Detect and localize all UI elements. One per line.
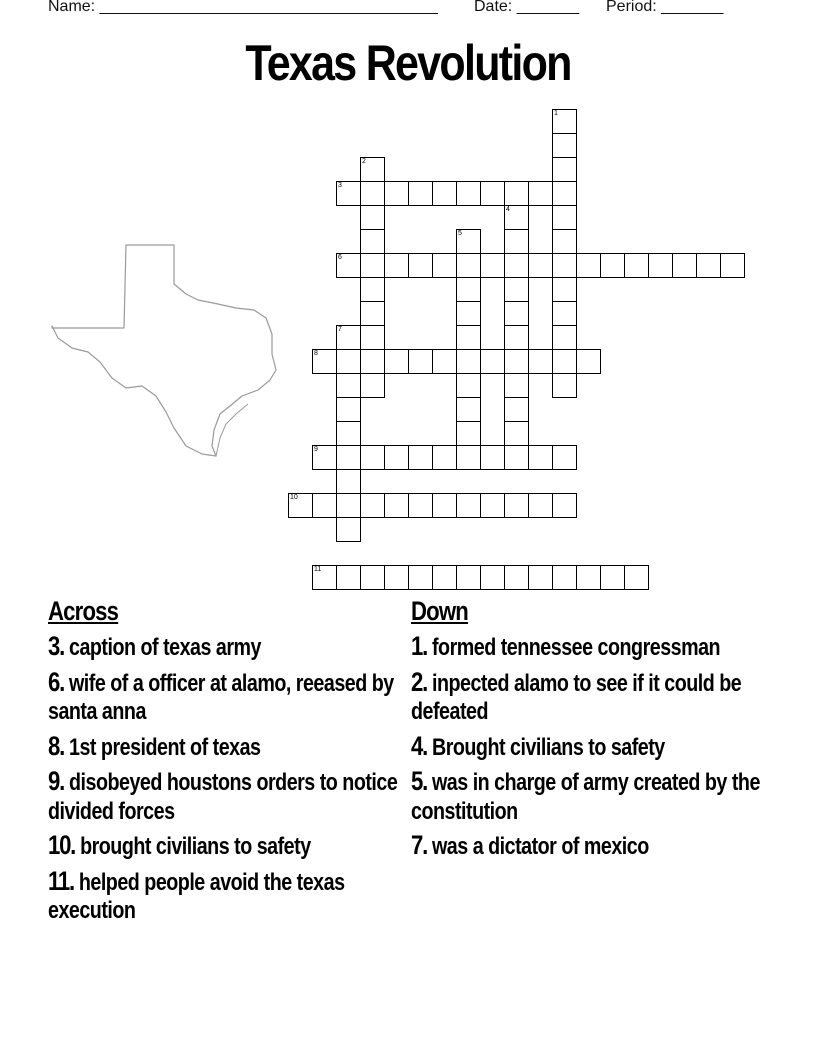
crossword-cell[interactable] <box>456 277 481 302</box>
crossword-cell[interactable] <box>432 445 457 470</box>
crossword-cell[interactable] <box>504 565 529 590</box>
crossword-cell[interactable] <box>600 565 625 590</box>
crossword-cell[interactable] <box>408 253 433 278</box>
crossword-cell[interactable] <box>336 397 361 422</box>
crossword-cell[interactable] <box>432 253 457 278</box>
crossword-cell[interactable] <box>504 349 529 374</box>
page-title: Texas Revolution <box>245 35 571 91</box>
crossword-cell[interactable] <box>504 373 529 398</box>
date-field[interactable]: Date: _______ <box>474 0 579 15</box>
crossword-cell[interactable] <box>336 445 361 470</box>
crossword-cell[interactable] <box>360 349 385 374</box>
clue-number: 2 <box>362 158 366 165</box>
crossword-cell[interactable] <box>360 445 385 470</box>
crossword-cell[interactable] <box>336 469 361 494</box>
crossword-cell[interactable] <box>576 349 601 374</box>
crossword-cell[interactable] <box>384 181 409 206</box>
crossword-cell[interactable] <box>312 493 337 518</box>
crossword-cell[interactable] <box>408 445 433 470</box>
crossword-cell[interactable] <box>504 421 529 446</box>
crossword-cell[interactable] <box>360 301 385 326</box>
crossword-cell[interactable] <box>336 565 361 590</box>
crossword-cell[interactable] <box>456 397 481 422</box>
crossword-cell[interactable] <box>552 349 577 374</box>
across-heading: Across <box>48 596 119 626</box>
crossword-cell[interactable] <box>552 205 577 230</box>
crossword-cell[interactable] <box>408 349 433 374</box>
crossword-cell[interactable] <box>504 493 529 518</box>
crossword-cell[interactable] <box>552 373 577 398</box>
crossword-cell[interactable] <box>480 565 505 590</box>
crossword-cell[interactable] <box>360 373 385 398</box>
crossword-cell[interactable] <box>552 157 577 182</box>
crossword-cell[interactable] <box>720 253 745 278</box>
crossword-cell[interactable] <box>576 253 601 278</box>
crossword-cell[interactable] <box>360 157 385 182</box>
crossword-cell[interactable] <box>528 565 553 590</box>
crossword-cell[interactable] <box>552 277 577 302</box>
clue-number: 3 <box>338 182 342 189</box>
crossword-cell[interactable] <box>432 493 457 518</box>
crossword-cell[interactable] <box>360 493 385 518</box>
crossword-cell[interactable] <box>384 349 409 374</box>
crossword-cell[interactable] <box>336 421 361 446</box>
crossword-cell[interactable] <box>312 349 337 374</box>
crossword-cell[interactable] <box>552 181 577 206</box>
clue-number: 4 <box>506 206 510 213</box>
crossword-cell[interactable] <box>312 445 337 470</box>
crossword-cell[interactable] <box>552 253 577 278</box>
crossword-cell[interactable] <box>336 373 361 398</box>
clue-number: 10 <box>290 494 298 501</box>
crossword-cell[interactable] <box>432 181 457 206</box>
crossword-cell[interactable] <box>360 205 385 230</box>
crossword-cell[interactable] <box>528 493 553 518</box>
clue-down: 1. formed tennessee congressman <box>411 631 721 661</box>
crossword-cell[interactable] <box>456 325 481 350</box>
texas-map-icon <box>40 238 290 463</box>
crossword-cell[interactable] <box>360 229 385 254</box>
crossword-cell[interactable] <box>552 445 577 470</box>
clue-number: 7 <box>338 326 342 333</box>
clue-number: 11 <box>314 566 322 573</box>
crossword-cell[interactable] <box>528 253 553 278</box>
clue-down: 5. was in charge of army created by the constitution <box>411 766 760 825</box>
crossword-cell[interactable] <box>552 325 577 350</box>
crossword-cell[interactable] <box>336 349 361 374</box>
down-clues <box>411 596 771 867</box>
name-field[interactable]: Name: ______________________________________ <box>48 0 438 15</box>
crossword-cell[interactable] <box>504 397 529 422</box>
clue-number: 9 <box>314 446 318 453</box>
crossword-cell[interactable] <box>504 325 529 350</box>
crossword-cell[interactable] <box>336 181 361 206</box>
crossword-cell[interactable] <box>480 253 505 278</box>
crossword-cell[interactable] <box>528 349 553 374</box>
crossword-cell[interactable] <box>360 253 385 278</box>
crossword-cell[interactable] <box>360 565 385 590</box>
crossword-cell[interactable] <box>552 109 577 134</box>
crossword-cell[interactable] <box>288 493 313 518</box>
clue-across: 11. helped people avoid the texas execution <box>48 865 345 924</box>
period-field[interactable]: Period: _______ <box>606 0 724 15</box>
crossword-cell[interactable] <box>456 493 481 518</box>
crossword-cell[interactable] <box>312 565 337 590</box>
crossword-cell[interactable] <box>552 301 577 326</box>
crossword-cell[interactable] <box>432 349 457 374</box>
crossword-cell[interactable] <box>360 325 385 350</box>
clue-number: 1 <box>554 110 558 117</box>
clue-down: 4. Brought civilians to safety <box>411 730 665 761</box>
crossword-cell[interactable] <box>456 373 481 398</box>
crossword-cell[interactable] <box>456 421 481 446</box>
crossword-cell[interactable] <box>408 565 433 590</box>
crossword-cell[interactable] <box>384 253 409 278</box>
crossword-cell[interactable] <box>432 565 457 590</box>
crossword-cell[interactable] <box>456 445 481 470</box>
clue-across: 9. disobeyed houstons orders to notice divided forces <box>48 766 398 825</box>
crossword-cell[interactable] <box>336 253 361 278</box>
crossword-cell[interactable] <box>456 301 481 326</box>
crossword-cell[interactable] <box>456 565 481 590</box>
crossword-cell[interactable] <box>576 565 601 590</box>
clue-number: 5 <box>458 230 462 237</box>
crossword-cell[interactable] <box>552 133 577 158</box>
crossword-cell[interactable] <box>384 445 409 470</box>
crossword-cell[interactable] <box>480 349 505 374</box>
clue-across: 8. 1st president of texas <box>48 730 261 761</box>
clue-number: 6 <box>338 254 342 261</box>
crossword-cell[interactable] <box>528 445 553 470</box>
crossword-cell[interactable] <box>480 445 505 470</box>
crossword-cell[interactable] <box>360 181 385 206</box>
crossword-cell[interactable] <box>336 493 361 518</box>
clue-number: 8 <box>314 350 318 357</box>
crossword-cell[interactable] <box>384 565 409 590</box>
crossword-cell[interactable] <box>456 229 481 254</box>
crossword-cell[interactable] <box>504 277 529 302</box>
clue-across: 10. brought civilians to safety <box>48 830 311 860</box>
crossword-cell[interactable] <box>600 253 625 278</box>
crossword-cell[interactable] <box>504 445 529 470</box>
clue-down: 7. was a dictator of mexico <box>411 830 649 860</box>
crossword-cell[interactable] <box>504 253 529 278</box>
crossword-cell[interactable] <box>552 229 577 254</box>
crossword-cell[interactable] <box>528 181 553 206</box>
crossword-cell[interactable] <box>648 253 673 278</box>
crossword-cell[interactable] <box>480 493 505 518</box>
crossword-cell[interactable] <box>672 253 697 278</box>
clue-across: 3. caption of texas army <box>48 631 261 661</box>
crossword-cell[interactable] <box>408 181 433 206</box>
crossword-cell[interactable] <box>624 565 649 590</box>
crossword-cell[interactable] <box>504 301 529 326</box>
clue-across: 6. wife of a officer at alamo, reeased by santa anna <box>48 666 394 725</box>
crossword-cell[interactable] <box>504 229 529 254</box>
clue-down: 2. inpected alamo to see if it could be defeated <box>411 666 742 725</box>
crossword-cell[interactable] <box>480 181 505 206</box>
crossword-cell[interactable] <box>408 493 433 518</box>
crossword-cell[interactable] <box>552 565 577 590</box>
student-info-header <box>0 0 816 20</box>
crossword-cell[interactable] <box>696 253 721 278</box>
crossword-cell[interactable] <box>336 517 361 542</box>
crossword-cell[interactable] <box>456 181 481 206</box>
crossword-cell[interactable] <box>336 325 361 350</box>
crossword-cell[interactable] <box>360 277 385 302</box>
crossword-cell[interactable] <box>504 181 529 206</box>
crossword-cell[interactable] <box>456 253 481 278</box>
crossword-cell[interactable] <box>384 493 409 518</box>
crossword-cell[interactable] <box>504 205 529 230</box>
across-clues <box>48 596 408 931</box>
crossword-cell[interactable] <box>456 349 481 374</box>
crossword-cell[interactable] <box>552 493 577 518</box>
crossword-cell[interactable] <box>624 253 649 278</box>
down-heading: Down <box>411 596 468 626</box>
